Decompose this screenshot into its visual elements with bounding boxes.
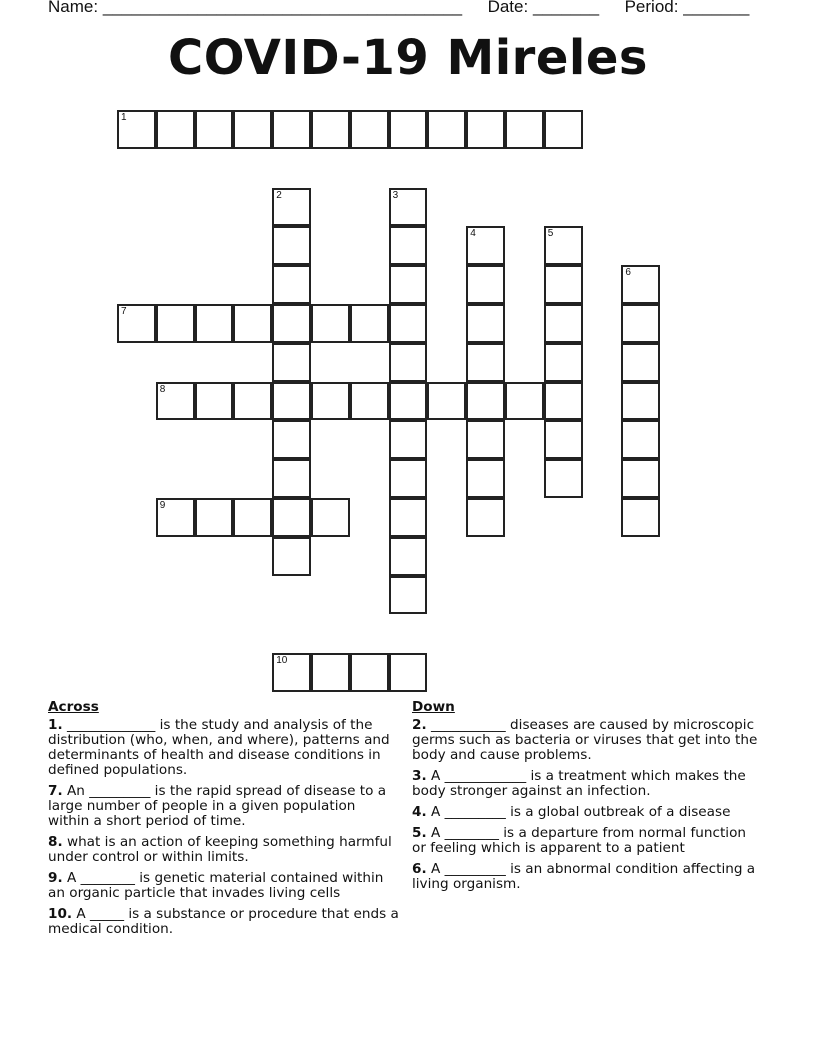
grid-cell[interactable]: [389, 265, 428, 304]
grid-cell[interactable]: [156, 382, 195, 421]
clue-number: 7: [121, 306, 127, 317]
grid-cell[interactable]: [272, 498, 311, 537]
across-clues: [48, 700, 400, 943]
period-label: Period:: [624, 0, 679, 16]
clue-number: 2: [276, 189, 282, 201]
grid-cell[interactable]: [350, 110, 389, 149]
grid-cell[interactable]: [195, 110, 234, 149]
grid-cell[interactable]: [544, 226, 583, 265]
grid-cell[interactable]: [505, 110, 544, 149]
grid-cell[interactable]: [311, 498, 350, 537]
grid-cell[interactable]: [233, 498, 272, 537]
grid-cell[interactable]: [272, 110, 311, 149]
grid-cell[interactable]: [350, 653, 389, 692]
grid-cell[interactable]: [350, 304, 389, 343]
grid-cell[interactable]: [544, 265, 583, 304]
grid-cell[interactable]: [272, 653, 311, 692]
grid-cell[interactable]: [389, 304, 428, 343]
date-field[interactable]: _______: [532, 0, 600, 16]
grid-cell[interactable]: [272, 382, 311, 421]
grid-cell[interactable]: [621, 382, 660, 421]
clue-down-2: 2. ___________ diseases are caused by microscopic germs such as bacteria or viruses that get into the body and cause problems.: [412, 717, 758, 763]
across-heading: Across: [48, 699, 99, 715]
grid-cell[interactable]: [544, 110, 583, 149]
grid-cell[interactable]: [272, 459, 311, 498]
grid-cell[interactable]: [427, 110, 466, 149]
grid-cell[interactable]: [117, 110, 156, 149]
clue-number: 9: [159, 500, 166, 511]
grid-cell[interactable]: [621, 459, 660, 498]
grid-cell[interactable]: [389, 382, 428, 421]
clue-across-9: 9. A ________ is genetic material contained within an organic particle that invades living cells: [48, 870, 384, 901]
grid-cell[interactable]: [311, 653, 350, 692]
grid-cell[interactable]: [389, 110, 428, 149]
grid-cell[interactable]: [156, 110, 195, 149]
grid-cell[interactable]: [272, 343, 311, 382]
grid-cell[interactable]: [311, 110, 350, 149]
grid-cell[interactable]: [621, 343, 660, 382]
grid-cell[interactable]: [544, 343, 583, 382]
clue-down-6: 6. A _________ is an abnormal condition affecting a living organism.: [412, 861, 756, 892]
grid-cell[interactable]: [272, 537, 311, 576]
grid-cell[interactable]: [233, 110, 272, 149]
name-field[interactable]: ______________________________________: [102, 0, 463, 16]
grid-cell[interactable]: [466, 265, 505, 304]
grid-cell[interactable]: [466, 343, 505, 382]
grid-cell[interactable]: [156, 304, 195, 343]
grid-cell[interactable]: [389, 188, 428, 227]
clue-across-7: 7. An _________ is the rapid spread of disease to a large number of people in a given population within a short period of time.: [48, 783, 387, 829]
grid-cell[interactable]: [466, 304, 505, 343]
grid-cell[interactable]: [427, 382, 466, 421]
name-label: Name:: [48, 0, 99, 16]
clue-across-10: 10. A _____ is a substance or procedure that ends a medical condition.: [48, 906, 399, 937]
clue-across-1: 1. _____________ is the study and analysis of the distribution (who, when, and where), patterns and determinants of health and disease conditions in defined populations.: [48, 717, 390, 778]
clue-number: 10: [276, 655, 288, 667]
grid-cell[interactable]: [233, 304, 272, 343]
grid-cell[interactable]: [233, 382, 272, 421]
grid-cell[interactable]: [544, 420, 583, 459]
grid-cell[interactable]: [544, 382, 583, 421]
clue-number: 6: [625, 267, 631, 279]
grid-cell[interactable]: [505, 382, 544, 421]
clue-number: 3: [392, 189, 399, 201]
grid-cell[interactable]: [544, 459, 583, 498]
grid-cell[interactable]: [389, 576, 428, 615]
grid-cell[interactable]: [621, 265, 660, 304]
clue-down-3: 3. A ____________ is a treatment which makes the body stronger against an infection.: [412, 768, 746, 799]
grid-cell[interactable]: [466, 498, 505, 537]
grid-cell[interactable]: [621, 420, 660, 459]
grid-cell[interactable]: [389, 459, 428, 498]
clue-down-4: 4. A _________ is a global outbreak of a disease: [412, 804, 731, 820]
down-heading: Down: [412, 699, 455, 715]
grid-cell[interactable]: [389, 343, 428, 382]
grid-cell[interactable]: [621, 304, 660, 343]
grid-cell[interactable]: [272, 226, 311, 265]
grid-cell[interactable]: [389, 653, 428, 692]
grid-cell[interactable]: [544, 304, 583, 343]
grid-cell[interactable]: [195, 304, 234, 343]
grid-cell[interactable]: [389, 498, 428, 537]
grid-cell[interactable]: [466, 459, 505, 498]
grid-cell[interactable]: [117, 304, 156, 343]
grid-cell[interactable]: [272, 420, 311, 459]
period-field[interactable]: _______: [683, 0, 750, 16]
clue-number: 8: [159, 383, 166, 395]
clue-across-8: 8. what is an action of keeping something harmful under control or within limits.: [48, 834, 392, 865]
grid-cell[interactable]: [466, 382, 505, 421]
grid-cell[interactable]: [350, 382, 389, 421]
grid-cell[interactable]: [466, 110, 505, 149]
grid-cell[interactable]: [195, 498, 234, 537]
clue-number: 4: [470, 228, 476, 240]
grid-cell[interactable]: [389, 537, 428, 576]
grid-cell[interactable]: [311, 382, 350, 421]
grid-cell[interactable]: [272, 304, 311, 343]
grid-cell[interactable]: [389, 420, 428, 459]
grid-cell[interactable]: [156, 498, 195, 537]
grid-cell[interactable]: [195, 382, 234, 421]
grid-cell[interactable]: [272, 188, 311, 227]
grid-cell[interactable]: [466, 420, 505, 459]
clue-number: 1: [121, 112, 127, 123]
date-label: Date:: [487, 0, 529, 16]
down-clues: [412, 700, 764, 898]
clue-number: 5: [547, 228, 554, 240]
grid-cell[interactable]: [621, 498, 660, 537]
grid-cell[interactable]: [389, 226, 428, 265]
grid-cell[interactable]: [311, 304, 350, 343]
grid-cell[interactable]: [272, 265, 311, 304]
grid-cell[interactable]: [466, 226, 505, 265]
clue-down-5: 5. A ________ is a departure from normal function or feeling which is apparent to a patient: [412, 825, 746, 856]
page-title: COVID-19 Mireles: [168, 30, 648, 86]
